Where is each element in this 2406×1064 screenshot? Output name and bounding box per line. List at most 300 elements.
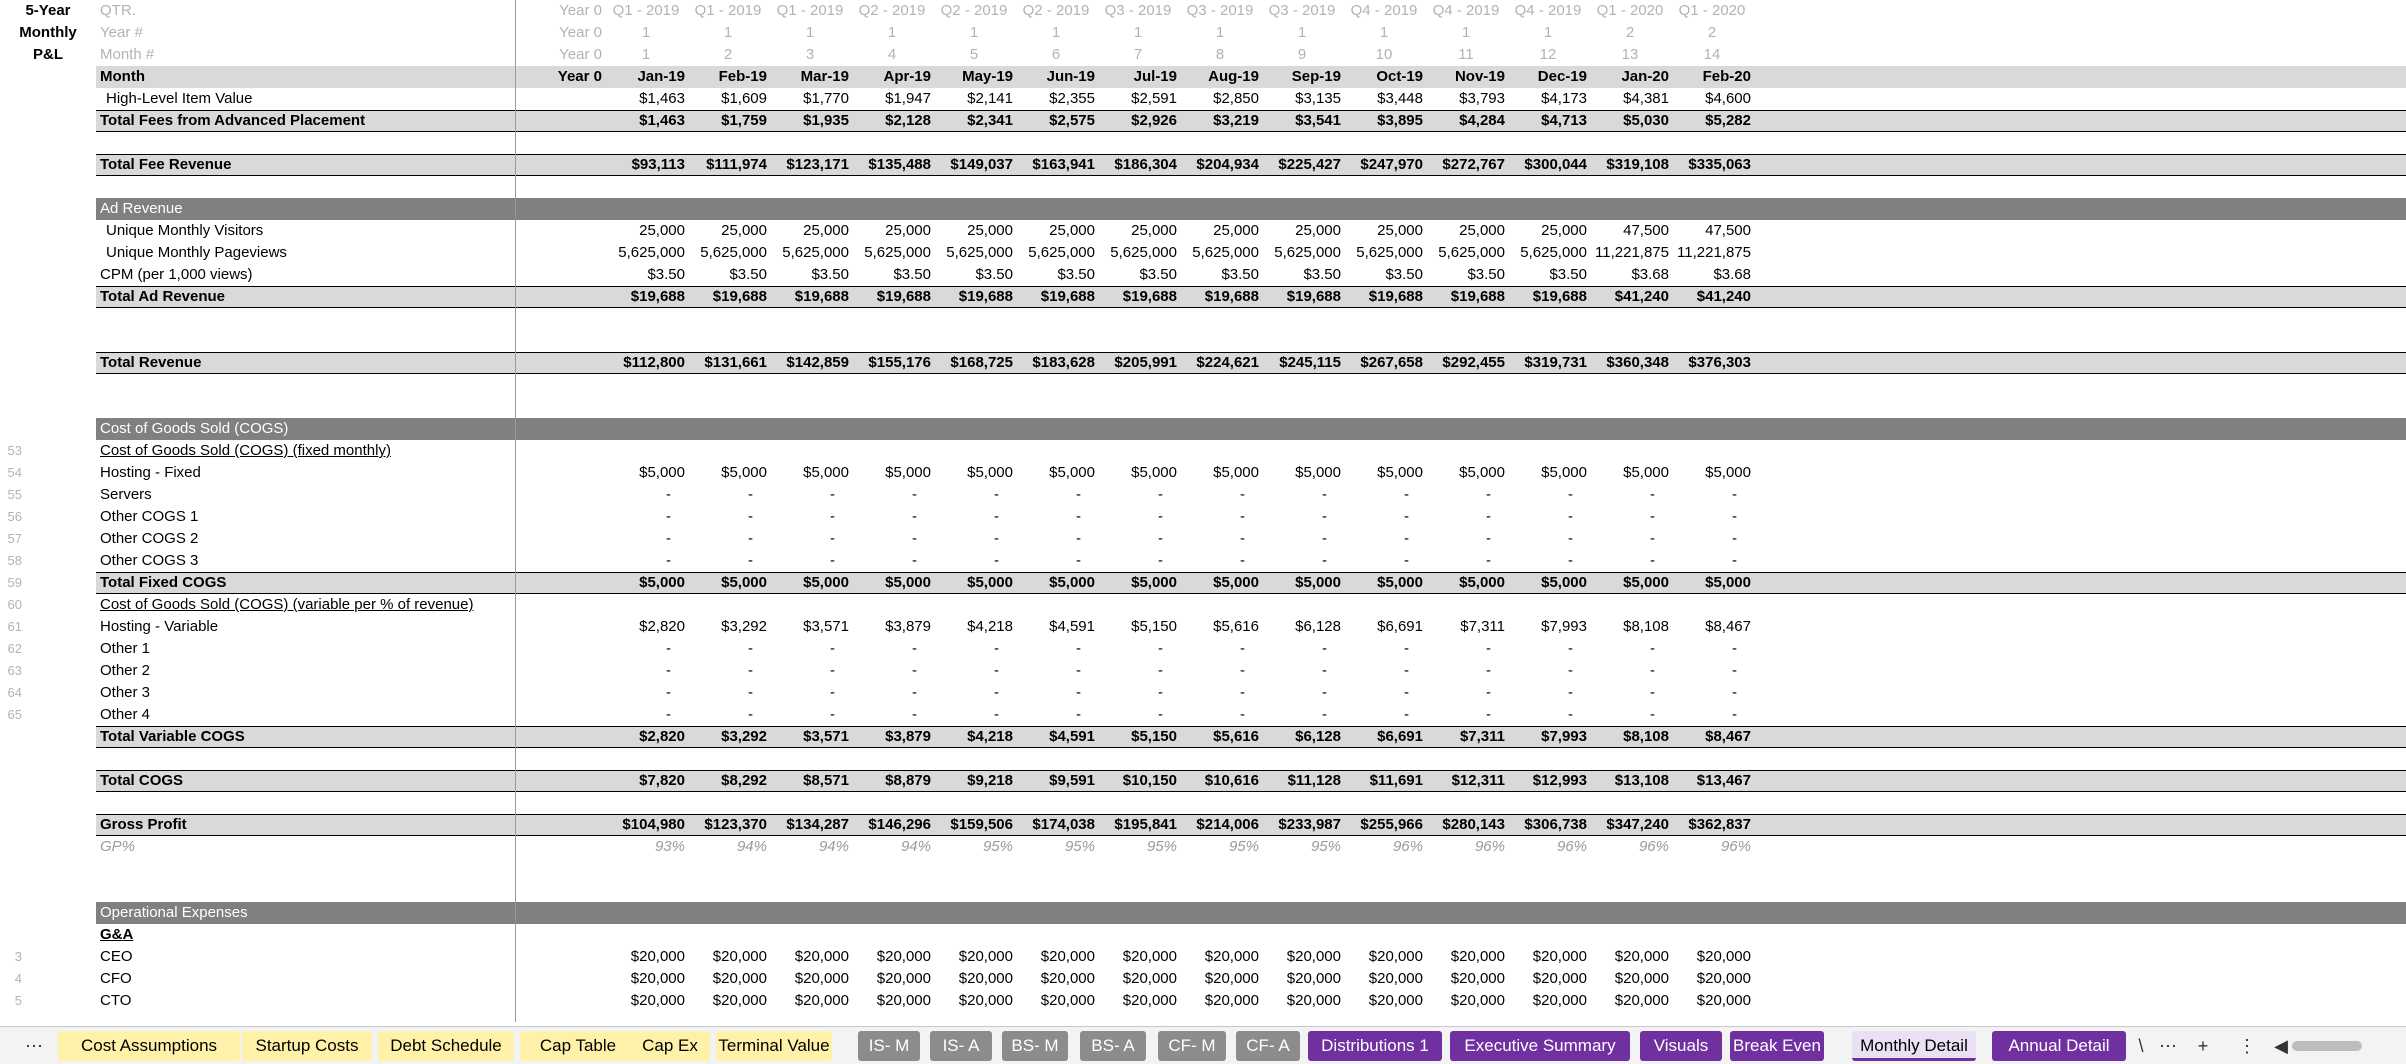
value-cell[interactable]: $3.68 bbox=[1713, 266, 1751, 283]
month-header-cell[interactable]: Feb-19 bbox=[718, 68, 767, 85]
value-cell[interactable]: $159,506 bbox=[950, 816, 1013, 833]
row-number[interactable] bbox=[0, 176, 22, 198]
month-header-cell[interactable]: Aug-19 bbox=[1208, 68, 1259, 85]
value-cell[interactable]: $3.50 bbox=[893, 266, 931, 283]
value-cell[interactable]: $20,000 bbox=[876, 948, 931, 965]
value-cell[interactable]: $5,000 bbox=[721, 574, 767, 591]
value-cell[interactable]: 95% bbox=[1310, 838, 1341, 855]
row-number[interactable] bbox=[0, 308, 22, 330]
row-number[interactable] bbox=[0, 770, 22, 792]
value-cell[interactable]: 93% bbox=[654, 838, 685, 855]
value-cell[interactable]: $5,000 bbox=[1459, 464, 1505, 481]
row-number[interactable] bbox=[0, 726, 22, 748]
value-cell[interactable]: - bbox=[1322, 640, 1327, 657]
row-number[interactable]: 56 bbox=[7, 509, 22, 524]
header-cell[interactable]: Q3 - 2019 bbox=[1268, 2, 1336, 19]
value-cell[interactable]: $360,348 bbox=[1606, 354, 1669, 371]
value-cell[interactable] bbox=[516, 110, 606, 132]
row-label[interactable]: Other 4 bbox=[100, 706, 151, 723]
value-cell[interactable]: $3.50 bbox=[1303, 266, 1341, 283]
header-cell[interactable]: 1 bbox=[641, 46, 651, 63]
value-cell[interactable]: - bbox=[912, 552, 917, 569]
value-cell[interactable]: $168,725 bbox=[950, 354, 1013, 371]
value-cell[interactable]: $5,000 bbox=[1623, 464, 1669, 481]
value-cell[interactable]: 5,625,000 bbox=[700, 244, 767, 261]
header-cell[interactable]: Q2 - 2019 bbox=[858, 2, 926, 19]
header-row-label[interactable]: QTR. bbox=[100, 2, 136, 19]
header-cell[interactable]: 1 bbox=[805, 24, 815, 41]
value-cell[interactable]: $5,000 bbox=[885, 574, 931, 591]
value-cell[interactable]: $8,879 bbox=[885, 772, 931, 789]
value-cell[interactable]: $20,000 bbox=[712, 970, 767, 987]
value-cell[interactable]: $123,171 bbox=[786, 156, 849, 173]
value-cell[interactable]: $3,292 bbox=[721, 728, 767, 745]
value-cell[interactable]: - bbox=[748, 662, 753, 679]
value-cell[interactable]: $20,000 bbox=[876, 970, 931, 987]
value-cell[interactable]: $20,000 bbox=[958, 992, 1013, 1009]
value-cell[interactable]: $5,000 bbox=[967, 464, 1013, 481]
value-cell[interactable]: $8,467 bbox=[1705, 618, 1751, 635]
value-cell[interactable]: $3.50 bbox=[975, 266, 1013, 283]
value-cell[interactable]: $5,000 bbox=[1459, 574, 1505, 591]
header-cell[interactable]: 1 bbox=[1461, 24, 1471, 41]
value-cell[interactable]: $5,616 bbox=[1213, 728, 1259, 745]
header-cell[interactable]: 1 bbox=[1297, 24, 1307, 41]
value-cell[interactable]: 96% bbox=[1556, 838, 1587, 855]
value-cell[interactable]: $5,000 bbox=[1131, 574, 1177, 591]
row-number[interactable] bbox=[0, 902, 22, 924]
value-cell[interactable]: - bbox=[912, 684, 917, 701]
value-cell[interactable]: - bbox=[1568, 662, 1573, 679]
row-label[interactable]: Hosting - Fixed bbox=[100, 464, 201, 481]
value-cell[interactable]: $20,000 bbox=[1204, 992, 1259, 1009]
value-cell[interactable]: $20,000 bbox=[876, 992, 931, 1009]
header-cell[interactable]: 2 bbox=[723, 46, 733, 63]
value-cell[interactable]: 5,625,000 bbox=[1110, 244, 1177, 261]
value-cell[interactable]: $20,000 bbox=[1122, 970, 1177, 987]
header-cell[interactable]: 8 bbox=[1215, 46, 1225, 63]
value-cell[interactable]: - bbox=[1404, 640, 1409, 657]
value-cell[interactable]: - bbox=[830, 552, 835, 569]
value-cell[interactable]: 96% bbox=[1474, 838, 1505, 855]
value-cell[interactable]: $4,591 bbox=[1049, 618, 1095, 635]
row-number[interactable] bbox=[0, 132, 22, 154]
header-cell[interactable]: 13 bbox=[1621, 46, 1639, 63]
value-cell[interactable]: $20,000 bbox=[1122, 948, 1177, 965]
value-cell[interactable]: $20,000 bbox=[1532, 992, 1587, 1009]
value-cell[interactable]: $5,000 bbox=[1541, 464, 1587, 481]
value-cell[interactable] bbox=[516, 286, 606, 308]
header-cell[interactable]: 5 bbox=[969, 46, 979, 63]
value-cell[interactable] bbox=[516, 946, 606, 968]
value-cell[interactable] bbox=[516, 264, 606, 286]
more-tabs-right-icon[interactable]: ⋯ bbox=[2159, 1036, 2177, 1056]
value-cell[interactable]: - bbox=[1076, 486, 1081, 503]
value-cell[interactable]: - bbox=[1650, 706, 1655, 723]
row-number[interactable] bbox=[0, 352, 22, 374]
value-cell[interactable] bbox=[516, 814, 606, 836]
header-cell[interactable]: Q3 - 2019 bbox=[1104, 2, 1172, 19]
value-cell[interactable]: - bbox=[1404, 530, 1409, 547]
value-cell[interactable]: $20,000 bbox=[794, 970, 849, 987]
value-cell[interactable]: $20,000 bbox=[794, 948, 849, 965]
value-cell[interactable]: $41,240 bbox=[1696, 288, 1751, 305]
value-cell[interactable]: $20,000 bbox=[1614, 992, 1669, 1009]
row-label[interactable]: CTO bbox=[100, 992, 132, 1009]
row-label[interactable] bbox=[96, 330, 514, 352]
value-cell[interactable]: - bbox=[1240, 530, 1245, 547]
header-cell[interactable]: 6 bbox=[1051, 46, 1061, 63]
header-cell[interactable]: 1 bbox=[1543, 24, 1553, 41]
value-cell[interactable]: $20,000 bbox=[1040, 970, 1095, 987]
value-cell[interactable]: $19,688 bbox=[1368, 288, 1423, 305]
value-cell[interactable]: $20,000 bbox=[712, 948, 767, 965]
value-cell[interactable]: $4,381 bbox=[1623, 90, 1669, 107]
value-cell[interactable]: - bbox=[1732, 684, 1737, 701]
row-number[interactable] bbox=[0, 858, 22, 880]
row-number[interactable] bbox=[0, 330, 22, 352]
value-cell[interactable]: $7,993 bbox=[1541, 728, 1587, 745]
value-cell[interactable]: - bbox=[912, 508, 917, 525]
add-sheet-icon[interactable]: + bbox=[2197, 1036, 2209, 1056]
value-cell[interactable]: - bbox=[666, 706, 671, 723]
value-cell[interactable]: $20,000 bbox=[1368, 948, 1423, 965]
row-number[interactable] bbox=[0, 220, 22, 242]
value-cell[interactable]: - bbox=[1158, 662, 1163, 679]
value-cell[interactable]: 95% bbox=[1064, 838, 1095, 855]
row-label[interactable] bbox=[96, 792, 514, 814]
value-cell[interactable] bbox=[516, 990, 606, 1012]
value-cell[interactable]: - bbox=[1732, 486, 1737, 503]
value-cell[interactable]: $267,658 bbox=[1360, 354, 1423, 371]
value-cell[interactable] bbox=[516, 836, 606, 858]
value-cell[interactable]: - bbox=[1158, 530, 1163, 547]
value-cell[interactable] bbox=[516, 88, 606, 110]
value-cell[interactable]: - bbox=[748, 530, 753, 547]
row-number[interactable] bbox=[0, 242, 22, 264]
value-cell[interactable]: $7,993 bbox=[1541, 618, 1587, 635]
value-cell[interactable]: - bbox=[994, 552, 999, 569]
value-cell[interactable]: - bbox=[1240, 640, 1245, 657]
scroll-left-icon[interactable]: ◀ bbox=[2274, 1036, 2288, 1056]
row-number[interactable] bbox=[0, 88, 22, 110]
row-label[interactable]: Other 3 bbox=[100, 684, 151, 701]
value-cell[interactable]: - bbox=[1486, 662, 1491, 679]
value-cell[interactable] bbox=[516, 550, 606, 572]
value-cell[interactable]: $5,000 bbox=[1213, 464, 1259, 481]
value-cell[interactable]: 25,000 bbox=[721, 222, 767, 239]
value-cell[interactable]: $3.50 bbox=[1139, 266, 1177, 283]
value-cell[interactable]: $11,128 bbox=[1287, 772, 1341, 789]
value-cell[interactable]: - bbox=[1732, 706, 1737, 723]
row-number[interactable] bbox=[0, 924, 22, 946]
value-cell[interactable]: - bbox=[1650, 486, 1655, 503]
value-cell[interactable]: - bbox=[830, 662, 835, 679]
value-cell[interactable]: 96% bbox=[1392, 838, 1423, 855]
value-cell[interactable]: $3,571 bbox=[803, 728, 849, 745]
value-cell[interactable]: - bbox=[830, 706, 835, 723]
value-cell[interactable]: - bbox=[1240, 706, 1245, 723]
value-cell[interactable]: 95% bbox=[982, 838, 1013, 855]
value-cell[interactable]: $9,218 bbox=[967, 772, 1013, 789]
header-row-label[interactable]: Year # bbox=[100, 24, 143, 41]
value-cell[interactable]: - bbox=[666, 508, 671, 525]
value-cell[interactable]: 25,000 bbox=[1377, 222, 1423, 239]
value-cell[interactable]: $2,128 bbox=[885, 112, 931, 129]
sheet-tab-cost-assumptions[interactable]: Cost Assumptions bbox=[58, 1031, 240, 1061]
value-cell[interactable]: $20,000 bbox=[1614, 970, 1669, 987]
value-cell[interactable]: - bbox=[1404, 508, 1409, 525]
value-cell[interactable]: 47,500 bbox=[1705, 222, 1751, 239]
value-cell[interactable]: $3,541 bbox=[1295, 112, 1341, 129]
value-cell[interactable]: 5,625,000 bbox=[946, 244, 1013, 261]
value-cell[interactable]: $5,000 bbox=[1295, 464, 1341, 481]
value-cell[interactable]: $3,219 bbox=[1213, 112, 1259, 129]
month-header-cell[interactable]: Jul-19 bbox=[1133, 68, 1177, 85]
value-cell[interactable]: - bbox=[1076, 684, 1081, 701]
value-cell[interactable]: $20,000 bbox=[1696, 970, 1751, 987]
value-cell[interactable]: - bbox=[1076, 508, 1081, 525]
value-cell[interactable]: $20,000 bbox=[630, 948, 685, 965]
value-cell[interactable]: - bbox=[912, 530, 917, 547]
value-cell[interactable]: - bbox=[1158, 552, 1163, 569]
row-number[interactable]: 5 bbox=[14, 993, 22, 1008]
value-cell[interactable]: 25,000 bbox=[1049, 222, 1095, 239]
value-cell[interactable]: $5,000 bbox=[1705, 574, 1751, 591]
value-cell[interactable]: $149,037 bbox=[950, 156, 1013, 173]
value-cell[interactable]: $134,287 bbox=[786, 816, 849, 833]
value-cell[interactable]: - bbox=[994, 662, 999, 679]
value-cell[interactable]: - bbox=[1650, 684, 1655, 701]
value-cell[interactable]: - bbox=[1158, 706, 1163, 723]
value-cell[interactable]: $319,108 bbox=[1606, 156, 1669, 173]
value-cell[interactable]: 96% bbox=[1638, 838, 1669, 855]
value-cell[interactable]: $2,820 bbox=[639, 618, 685, 635]
row-number[interactable]: 53 bbox=[7, 443, 22, 458]
value-cell[interactable]: $19,688 bbox=[712, 288, 767, 305]
value-cell[interactable]: - bbox=[748, 706, 753, 723]
value-cell[interactable]: - bbox=[666, 530, 671, 547]
row-label[interactable] bbox=[96, 396, 514, 418]
value-cell[interactable]: - bbox=[748, 640, 753, 657]
row-number[interactable] bbox=[0, 880, 22, 902]
row-label[interactable]: Total Revenue bbox=[100, 354, 202, 371]
header-cell[interactable]: Q2 - 2019 bbox=[940, 2, 1008, 19]
value-cell[interactable]: $19,688 bbox=[1204, 288, 1259, 305]
value-cell[interactable]: $20,000 bbox=[1696, 992, 1751, 1009]
header-cell[interactable]: Q2 - 2019 bbox=[1022, 2, 1090, 19]
value-cell[interactable]: $306,738 bbox=[1524, 816, 1587, 833]
value-cell[interactable]: $10,150 bbox=[1122, 772, 1177, 789]
value-cell[interactable]: $3.50 bbox=[729, 266, 767, 283]
value-cell[interactable]: - bbox=[1240, 684, 1245, 701]
value-cell[interactable]: $5,000 bbox=[1131, 464, 1177, 481]
value-cell[interactable] bbox=[516, 220, 606, 242]
value-cell[interactable]: $5,000 bbox=[1213, 574, 1259, 591]
value-cell[interactable]: $10,616 bbox=[1204, 772, 1259, 789]
row-label[interactable]: Other COGS 3 bbox=[100, 552, 199, 569]
value-cell[interactable]: $3.68 bbox=[1631, 266, 1669, 283]
row-label[interactable]: Total Fee Revenue bbox=[100, 156, 232, 173]
value-cell[interactable]: $3,793 bbox=[1459, 90, 1505, 107]
value-cell[interactable]: - bbox=[994, 684, 999, 701]
value-cell[interactable]: - bbox=[1650, 530, 1655, 547]
sheet-tab-monthly-detail[interactable]: Monthly Detail bbox=[1852, 1031, 1976, 1061]
value-cell[interactable]: $3,879 bbox=[885, 618, 931, 635]
row-label[interactable]: Unique Monthly Pageviews bbox=[106, 244, 287, 261]
row-number[interactable] bbox=[0, 286, 22, 308]
value-cell[interactable] bbox=[516, 770, 606, 792]
value-cell[interactable]: - bbox=[1732, 640, 1737, 657]
value-cell[interactable]: - bbox=[1076, 706, 1081, 723]
value-cell[interactable]: - bbox=[1486, 508, 1491, 525]
value-cell[interactable]: - bbox=[1568, 486, 1573, 503]
value-cell[interactable]: - bbox=[1732, 552, 1737, 569]
value-cell[interactable]: $20,000 bbox=[1368, 970, 1423, 987]
value-cell[interactable]: $20,000 bbox=[1122, 992, 1177, 1009]
value-cell[interactable] bbox=[516, 154, 606, 176]
row-number[interactable]: 54 bbox=[7, 465, 22, 480]
value-cell[interactable]: $93,113 bbox=[631, 156, 685, 173]
value-cell[interactable]: - bbox=[1568, 640, 1573, 657]
value-cell[interactable]: $41,240 bbox=[1614, 288, 1669, 305]
value-cell[interactable]: - bbox=[1486, 486, 1491, 503]
value-cell[interactable]: $12,993 bbox=[1532, 772, 1587, 789]
value-cell[interactable]: - bbox=[1568, 684, 1573, 701]
value-cell[interactable]: - bbox=[666, 486, 671, 503]
value-cell[interactable]: $5,000 bbox=[639, 464, 685, 481]
row-label[interactable]: Other 2 bbox=[100, 662, 151, 679]
row-number[interactable]: 58 bbox=[7, 553, 22, 568]
value-cell[interactable]: - bbox=[1486, 640, 1491, 657]
value-cell[interactable]: $2,850 bbox=[1213, 90, 1259, 107]
row-label[interactable]: CEO bbox=[100, 948, 133, 965]
header-cell[interactable]: Year 0 bbox=[559, 24, 602, 41]
sheet-tab-distributions-1[interactable]: Distributions 1 bbox=[1308, 1031, 1442, 1061]
sheet-tab-bs-m[interactable]: BS- M bbox=[1002, 1031, 1068, 1061]
row-label[interactable]: GP% bbox=[100, 838, 136, 855]
value-cell[interactable]: - bbox=[1158, 684, 1163, 701]
value-cell[interactable]: $6,691 bbox=[1377, 618, 1423, 635]
value-cell[interactable]: $8,108 bbox=[1623, 728, 1669, 745]
value-cell[interactable]: 5,625,000 bbox=[1520, 244, 1587, 261]
value-cell[interactable]: $5,000 bbox=[1049, 574, 1095, 591]
value-cell[interactable]: 5,625,000 bbox=[1438, 244, 1505, 261]
value-cell[interactable]: $214,006 bbox=[1196, 816, 1259, 833]
value-cell[interactable]: $19,688 bbox=[1286, 288, 1341, 305]
row-label[interactable]: Operational Expenses bbox=[100, 904, 248, 921]
value-cell[interactable]: $4,218 bbox=[967, 728, 1013, 745]
row-label[interactable]: Gross Profit bbox=[100, 816, 187, 833]
value-cell[interactable]: 25,000 bbox=[1131, 222, 1177, 239]
value-cell[interactable]: $205,991 bbox=[1114, 354, 1177, 371]
value-cell[interactable]: $225,427 bbox=[1278, 156, 1341, 173]
value-cell[interactable]: 95% bbox=[1228, 838, 1259, 855]
value-cell[interactable]: - bbox=[1568, 530, 1573, 547]
value-cell[interactable]: $7,311 bbox=[1460, 618, 1505, 635]
value-cell[interactable]: $3,571 bbox=[803, 618, 849, 635]
value-cell[interactable]: $5,000 bbox=[1295, 574, 1341, 591]
value-cell[interactable]: $174,038 bbox=[1032, 816, 1095, 833]
row-number[interactable]: 61 bbox=[7, 619, 22, 634]
row-label[interactable]: Total COGS bbox=[100, 772, 184, 789]
value-cell[interactable]: $280,143 bbox=[1442, 816, 1505, 833]
value-cell[interactable]: - bbox=[1240, 508, 1245, 525]
value-cell[interactable]: - bbox=[1650, 552, 1655, 569]
value-cell[interactable]: $292,455 bbox=[1442, 354, 1505, 371]
sheet-options-icon[interactable]: ⋮ bbox=[2238, 1036, 2256, 1056]
value-cell[interactable]: $5,000 bbox=[803, 574, 849, 591]
value-cell[interactable]: $233,987 bbox=[1278, 816, 1341, 833]
value-cell[interactable]: $319,731 bbox=[1524, 354, 1587, 371]
value-cell[interactable]: $5,000 bbox=[803, 464, 849, 481]
value-cell[interactable]: - bbox=[748, 508, 753, 525]
header-cell[interactable]: 1 bbox=[1379, 24, 1389, 41]
value-cell[interactable]: $135,488 bbox=[868, 156, 931, 173]
value-cell[interactable]: $376,303 bbox=[1688, 354, 1751, 371]
more-tabs-left-icon[interactable]: ⋯ bbox=[25, 1036, 43, 1056]
row-label[interactable]: Cost of Goods Sold (COGS) bbox=[100, 420, 289, 437]
row-number[interactable] bbox=[0, 792, 22, 814]
value-cell[interactable]: - bbox=[830, 486, 835, 503]
value-cell[interactable]: $6,128 bbox=[1295, 728, 1341, 745]
value-cell[interactable]: $20,000 bbox=[958, 948, 1013, 965]
value-cell[interactable] bbox=[516, 484, 606, 506]
value-cell[interactable]: - bbox=[748, 552, 753, 569]
row-label[interactable]: Servers bbox=[100, 486, 152, 503]
header-cell[interactable]: 1 bbox=[887, 24, 897, 41]
header-cell[interactable]: Q4 - 2019 bbox=[1432, 2, 1500, 19]
value-cell[interactable]: $4,591 bbox=[1049, 728, 1095, 745]
value-cell[interactable]: - bbox=[994, 706, 999, 723]
row-label[interactable]: Other COGS 2 bbox=[100, 530, 199, 547]
sheet-tab-cap-ex[interactable]: Cap Ex bbox=[630, 1031, 710, 1061]
value-cell[interactable]: $19,688 bbox=[876, 288, 931, 305]
value-cell[interactable]: - bbox=[1322, 552, 1327, 569]
value-cell[interactable]: 11,221,875 bbox=[1677, 244, 1751, 261]
value-cell[interactable] bbox=[516, 462, 606, 484]
value-cell[interactable]: $20,000 bbox=[712, 992, 767, 1009]
value-cell[interactable]: $5,000 bbox=[1623, 574, 1669, 591]
value-cell[interactable]: - bbox=[1650, 640, 1655, 657]
sheet-tab-debt-schedule[interactable]: Debt Schedule bbox=[378, 1031, 514, 1061]
value-cell[interactable]: $5,000 bbox=[1705, 464, 1751, 481]
row-label[interactable]: Ad Revenue bbox=[100, 200, 183, 217]
sheet-tab-is-a[interactable]: IS- A bbox=[930, 1031, 992, 1061]
value-cell[interactable]: $2,575 bbox=[1049, 112, 1095, 129]
value-cell[interactable]: $6,128 bbox=[1295, 618, 1341, 635]
value-cell[interactable]: - bbox=[994, 530, 999, 547]
value-cell[interactable]: - bbox=[1404, 684, 1409, 701]
row-number[interactable] bbox=[0, 110, 22, 132]
value-cell[interactable]: 47,500 bbox=[1623, 222, 1669, 239]
value-cell[interactable]: 96% bbox=[1720, 838, 1751, 855]
value-cell[interactable]: - bbox=[748, 684, 753, 701]
value-cell[interactable]: - bbox=[1650, 662, 1655, 679]
row-label[interactable]: Unique Monthly Visitors bbox=[106, 222, 264, 239]
value-cell[interactable]: $19,688 bbox=[1040, 288, 1095, 305]
value-cell[interactable]: - bbox=[1322, 508, 1327, 525]
header-cell[interactable]: 3 bbox=[805, 46, 815, 63]
value-cell[interactable]: $20,000 bbox=[1286, 992, 1341, 1009]
row-label[interactable]: Total Variable COGS bbox=[100, 728, 245, 745]
value-cell[interactable]: - bbox=[994, 508, 999, 525]
value-cell[interactable]: $1,947 bbox=[885, 90, 931, 107]
value-cell[interactable]: $5,000 bbox=[1377, 574, 1423, 591]
value-cell[interactable]: $19,688 bbox=[630, 288, 685, 305]
row-label[interactable]: G&A bbox=[100, 926, 134, 943]
value-cell[interactable]: 25,000 bbox=[1541, 222, 1587, 239]
